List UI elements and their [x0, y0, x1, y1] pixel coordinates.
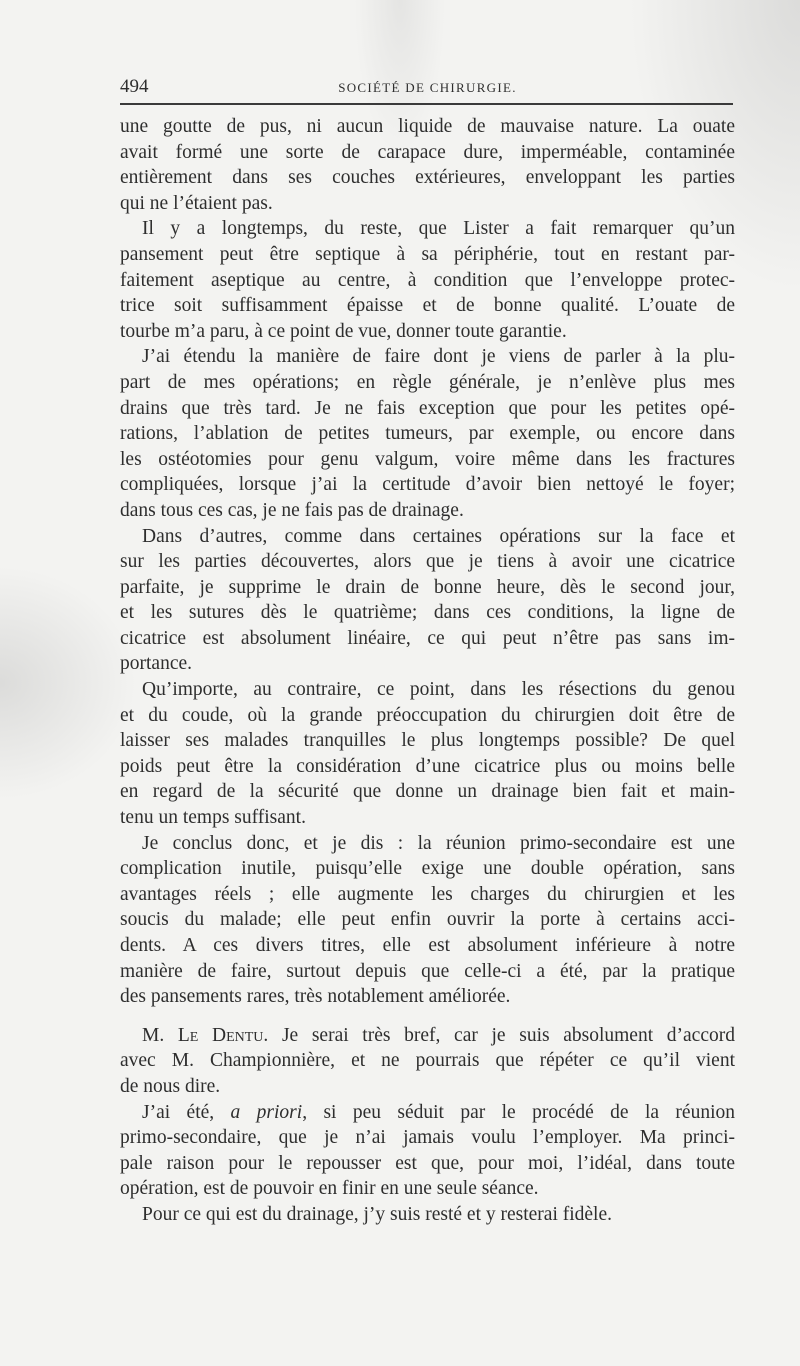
- text-line: tenu un temps suffisant.: [120, 807, 306, 829]
- text-line: parfaite, je supprime le drain de bonne heure, dès le second jour,: [120, 576, 735, 598]
- text-line: en regard de la sécurité que donne un drainage bien fait et main-: [120, 781, 735, 803]
- text-line: [120, 1100, 735, 1126]
- text-segment: , si peu séduit par le procédé de la réunion: [302, 1101, 735, 1123]
- paragraph: [120, 1023, 735, 1100]
- text-line: Dans d’autres, comme dans certaines opérations sur la face et: [142, 525, 735, 547]
- text-segment: . Je serai très bref, car je suis absolument d’accord: [263, 1024, 735, 1046]
- text-line: et du coude, où la grande préoccupation du chirurgien doit être de: [120, 704, 735, 726]
- paragraph: [120, 216, 735, 344]
- page-number: 494: [120, 76, 149, 97]
- paragraph: [120, 677, 735, 831]
- text-line: Il y a longtemps, du reste, que Lister a fait remarquer qu’un: [142, 218, 735, 240]
- paragraph: [120, 831, 735, 1010]
- text-line: avec M. Championnière, et ne pourrais que répéter ce qu’il vient: [120, 1050, 735, 1072]
- text-line: dents. A ces divers titres, elle est absolument inférieure à notre: [120, 935, 735, 956]
- text-line: dans tous ces cas, je ne fais pas de drainage.: [120, 499, 464, 521]
- text-line: qui ne l’étaient pas.: [120, 192, 273, 214]
- page-body-text: [120, 114, 735, 1228]
- paragraph: [120, 1202, 735, 1228]
- text-line: drains que très tard. Je ne fais exception que pour les petites opé-: [120, 397, 735, 419]
- text-line: faitement aseptique au centre, à condition que l’enveloppe protec-: [120, 269, 735, 291]
- running-header: [120, 76, 735, 100]
- text-line: rations, l’ablation de petites tumeurs, par exemple, ou encore dans: [120, 423, 735, 445]
- text-line: trice soit suffisamment épaisse et de bonne qualité. L’ouate de: [120, 295, 735, 317]
- text-line: part de mes opérations; en règle générale, je n’enlève plus mes: [120, 371, 735, 393]
- text-line: primo-secondaire, que je n’ai jamais voulu l’employer. Ma princi-: [120, 1127, 735, 1149]
- text-line: tourbe m’a paru, à ce point de vue, donner toute garantie.: [120, 320, 567, 342]
- running-title: SOCIÉTÉ DE CHIRURGIE.: [338, 80, 517, 95]
- paragraph: [120, 114, 735, 216]
- text-line: des pansements rares, très notablement améliorée.: [120, 986, 511, 1008]
- text-line: Pour ce qui est du drainage, j’y suis resté et y resterai fidèle.: [142, 1203, 613, 1225]
- italic-text: a priori: [230, 1101, 303, 1123]
- text-line: entièrement dans ses couches extérieures, enveloppant les parties: [120, 167, 735, 189]
- text-line: laisser ses malades tranquilles le plus longtemps possible? De quel: [120, 730, 735, 752]
- text-line: opération, est de pouvoir en finir en une seule séance.: [120, 1178, 539, 1200]
- text-line: pansement peut être septique à sa périphérie, tout en restant par-: [120, 243, 735, 265]
- paragraph: [120, 524, 735, 678]
- speaker-name: Le Dentu: [177, 1024, 264, 1046]
- text-line: portance.: [120, 653, 193, 675]
- text-line: complication inutile, puisqu’elle exige une double opération, sans: [120, 858, 735, 880]
- text-line: soucis du malade; elle peut enfin ouvrir la porte à certains acci-: [120, 909, 735, 931]
- text-line: [120, 1023, 735, 1049]
- text-segment: J’ai été,: [142, 1101, 231, 1123]
- text-line: et les sutures dès le quatrième; dans ces conditions, la ligne de: [120, 602, 735, 624]
- text-line: sur les parties découvertes, alors que je tiens à avoir une cicatrice: [120, 551, 735, 573]
- text-segment: M.: [142, 1024, 178, 1046]
- text-line: pale raison pour le repousser est que, pour moi, l’idéal, dans toute: [120, 1152, 735, 1174]
- text-line: les ostéotomies pour genu valgum, voire même dans les fractures: [120, 448, 735, 470]
- text-line: Qu’importe, au contraire, ce point, dans les résections du genou: [142, 679, 735, 701]
- text-line: une goutte de pus, ni aucun liquide de mauvaise nature. La ouate: [120, 116, 735, 137]
- paragraph: [120, 344, 735, 523]
- paragraph: [120, 1100, 735, 1202]
- text-line: Je conclus donc, et je dis : la réunion primo-secondaire est une: [142, 832, 735, 854]
- text-line: cicatrice est absolument linéaire, ce qui peut n’être pas sans im-: [120, 627, 735, 649]
- text-line: manière de faire, surtout depuis que celle-ci a été, par la pratique: [120, 960, 735, 982]
- text-line: compliquées, lorsque j’ai la certitude d’avoir bien nettoyé le foyer;: [120, 474, 735, 496]
- text-line: avait formé une sorte de carapace dure, imperméable, contaminée: [120, 141, 735, 163]
- text-line: J’ai étendu la manière de faire dont je viens de parler à la plu-: [142, 346, 735, 368]
- text-line: de nous dire.: [120, 1075, 221, 1097]
- text-line: avantages réels ; elle augmente les charges du chirurgien et les: [120, 883, 735, 905]
- header-rule: [120, 103, 733, 105]
- text-line: poids peut être la considération d’une cicatrice plus ou moins belle: [120, 755, 735, 777]
